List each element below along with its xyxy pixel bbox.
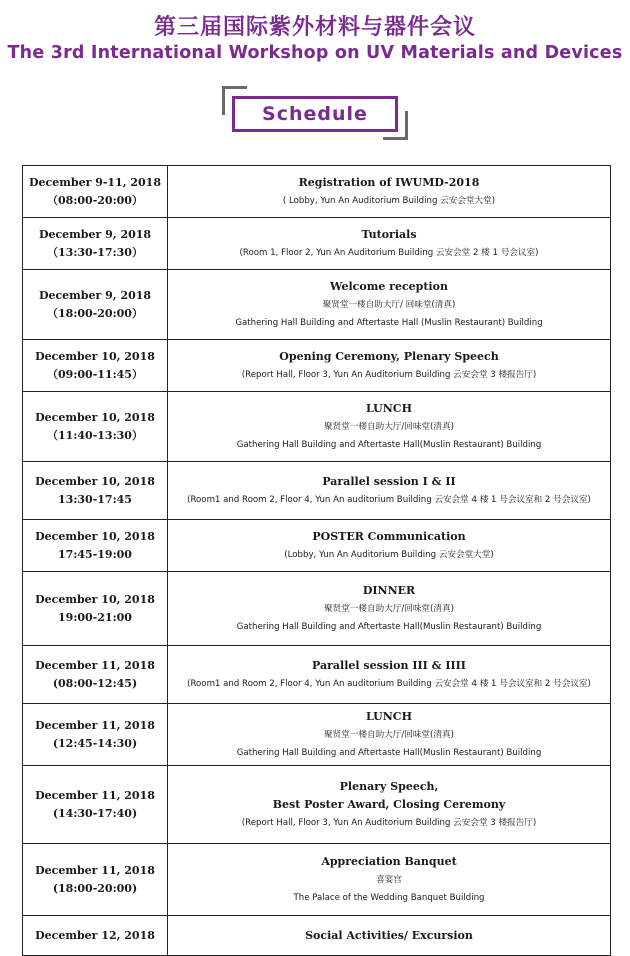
date-text: December 10, 2018 [35,410,155,424]
event-title: Opening Ceremony, Plenary Speech [279,349,499,363]
table-row [23,520,611,572]
event-location: Gathering Hall Building and Aftertaste Hall(Muslin Restaurant) Building [236,621,542,632]
event-location: Gathering Hall Building and Aftertaste Hall (Muslin Restaurant) Building [235,317,543,328]
title-chinese: 第三届国际紫外材料与器件会议 [153,15,476,40]
table-row [23,916,611,956]
time-text: (18:00-20:00) [52,881,138,895]
date-cell [23,704,168,766]
time-text: （11:40-13:30） [47,428,143,442]
date-text: December 9, 2018 [38,227,152,241]
date-text: December 9-11, 2018 [29,175,161,189]
date-cell [23,520,168,572]
table-row [23,340,611,392]
table-row [23,704,611,766]
event-location: (Room1 and Room 2, Floor 4, Yun An auditorium Building 云安会堂 4 楼 1 号会议室和 2 号会议室) [187,678,591,689]
date-text: December 9, 2018 [38,288,152,302]
event-location: Gathering Hall Building and Aftertaste Hall(Muslin Restaurant) Building [236,439,542,450]
event-title: POSTER Communication [312,529,466,543]
event-title: Appreciation Banquet [321,854,457,868]
date-text: December 11, 2018 [35,718,155,732]
schedule-table [22,165,611,956]
date-text: December 11, 2018 [35,788,155,802]
event-location: (Room 1, Floor 2, Yun An Auditorium Building 云安会堂 2 楼 1 号会议室) [239,247,539,258]
time-text: （18:00-20:00） [47,306,143,320]
event-cell [168,646,611,704]
schedule-label: Schedule [232,96,398,132]
date-text: December 10, 2018 [35,349,155,363]
table-row [23,166,611,218]
event-title: DINNER [362,583,416,597]
date-text: December 10, 2018 [35,592,155,606]
event-cell [168,462,611,520]
time-text: (08:00-12:45) [52,676,138,690]
event-cell [168,166,611,218]
event-title: Social Activities/ Excursion [305,928,473,942]
event-cell [168,270,611,340]
date-cell [23,340,168,392]
date-cell [23,218,168,270]
table-row [23,646,611,704]
event-title: Welcome reception [330,279,448,293]
event-cell [168,218,611,270]
table-row [23,766,611,844]
event-location: (Report Hall, Floor 3, Yun An Auditorium Building 云安会堂 3 楼报告厅) [241,817,537,828]
event-title: LUNCH [366,709,412,723]
date-cell [23,916,168,956]
time-text: 13:30-17:45 [58,492,132,506]
event-title: Plenary Speech, [339,779,439,793]
event-location: ( Lobby, Yun An Auditorium Building 云安会堂大堂) [282,195,496,206]
time-text: （08:00-20:00） [47,193,143,207]
event-title: Registration of IWUMD-2018 [298,175,480,189]
event-location: 聚贤堂一楼自助大厅/回味堂(清真) [324,729,454,740]
date-text: December 10, 2018 [35,529,155,543]
event-title: Tutorials [361,227,417,241]
event-cell [168,766,611,844]
event-cell [168,916,611,956]
event-cell [168,572,611,646]
event-cell [168,844,611,916]
event-location: The Palace of the Wedding Banquet Building [293,892,485,903]
date-text: December 11, 2018 [35,863,155,877]
table-row [23,218,611,270]
event-cell [168,392,611,462]
date-cell [23,766,168,844]
title-english: The 3rd International Workshop on UV Materials and Devices [7,43,623,63]
event-location: 聚贤堂一楼自助大厅/回味堂(清真) [324,603,454,614]
event-title: Parallel session I & II [322,474,456,488]
event-location: (Room1 and Room 2, Floor 4, Yun An auditorium Building 云安会堂 4 楼 1 号会议室和 2 号会议室) [187,494,591,505]
schedule-heading [222,86,408,140]
date-cell [23,462,168,520]
event-location: 聚贤堂一楼自助大厅/回味堂(清真) [324,421,454,432]
table-row [23,270,611,340]
event-location: (Lobby, Yun An Auditorium Building 云安会堂大堂) [284,549,494,560]
time-text: (12:45-14:30) [52,736,138,750]
date-text: December 11, 2018 [35,658,155,672]
event-location: Gathering Hall Building and Aftertaste Hall(Muslin Restaurant) Building [236,747,542,758]
table-row [23,462,611,520]
event-location: 聚贤堂一楼自助大厅/ 回味堂(清真) [322,299,456,310]
event-cell [168,520,611,572]
date-cell [23,844,168,916]
event-title: Parallel session III & IIII [312,658,466,672]
date-cell [23,646,168,704]
event-location: 喜宴宫 [376,874,402,885]
event-cell [168,704,611,766]
date-cell [23,572,168,646]
time-text: 19:00-21:00 [58,610,132,624]
event-title: Best Poster Award, Closing Ceremony [272,797,506,811]
time-text: 17:45-19:00 [58,547,132,561]
time-text: （13:30-17:30） [47,245,143,259]
date-cell [23,166,168,218]
event-title: LUNCH [366,401,412,415]
time-text: (14:30-17:40) [52,806,138,820]
table-row [23,572,611,646]
table-row [23,392,611,462]
event-cell [168,340,611,392]
date-cell [23,270,168,340]
time-text: （09:00-11:45） [47,367,143,381]
event-location: (Report Hall, Floor 3, Yun An Auditorium Building 云安会堂 3 楼报告厅) [241,369,537,380]
date-cell [23,392,168,462]
date-text: December 12, 2018 [35,928,155,942]
date-text: December 10, 2018 [35,474,155,488]
table-row [23,844,611,916]
